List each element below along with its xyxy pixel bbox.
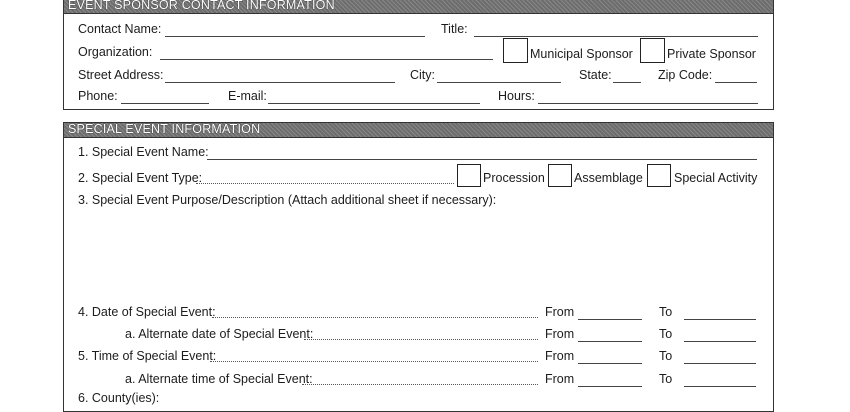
event-time-leader xyxy=(210,361,538,362)
private-sponsor-label: Private Sponsor xyxy=(667,47,756,61)
event-time-to-field[interactable] xyxy=(684,363,756,364)
event-time-label: 5. Time of Special Event: xyxy=(78,349,217,363)
contact-name-label: Contact Name: xyxy=(78,22,162,36)
phone-field[interactable] xyxy=(121,103,209,104)
event-date-to-field[interactable] xyxy=(684,319,756,320)
event-name-field[interactable] xyxy=(207,159,757,160)
event-time-from-field[interactable] xyxy=(578,363,642,364)
event-type-label: 2. Special Event Type: xyxy=(78,171,203,185)
municipal-sponsor-label: Municipal Sponsor xyxy=(530,47,633,61)
alt-time-leader xyxy=(302,384,538,385)
alt-date-from-field[interactable] xyxy=(578,341,642,342)
alt-time-from-field[interactable] xyxy=(578,386,642,387)
alt-date-to-label: To xyxy=(659,327,673,341)
private-sponsor-checkbox[interactable] xyxy=(640,38,665,63)
hours-label: Hours: xyxy=(498,89,535,103)
event-date-leader xyxy=(212,317,538,318)
alt-date-leader xyxy=(304,339,538,340)
event-date-from-label: From xyxy=(545,305,575,319)
alt-time-label: a. Alternate time of Special Event: xyxy=(125,372,313,386)
event-section-header xyxy=(63,122,774,138)
special-activity-checkbox[interactable] xyxy=(647,164,671,187)
contact-name-field[interactable] xyxy=(165,36,425,37)
state-field[interactable] xyxy=(613,82,641,83)
organization-field[interactable] xyxy=(160,59,493,60)
alt-time-to-field[interactable] xyxy=(684,386,756,387)
event-time-from-label: From xyxy=(545,349,575,363)
zip-code-field[interactable] xyxy=(715,82,757,83)
sponsor-section-header xyxy=(63,0,774,14)
municipal-sponsor-checkbox[interactable] xyxy=(503,38,528,63)
event-purpose-label: 3. Special Event Purpose/Description (Attach additional sheet if necessary): xyxy=(78,193,497,207)
procession-checkbox[interactable] xyxy=(457,164,481,187)
event-date-from-field[interactable] xyxy=(578,319,642,320)
special-activity-label: Special Activity xyxy=(674,171,758,185)
city-label: City: xyxy=(410,68,435,82)
event-purpose-area[interactable] xyxy=(78,210,758,298)
title-field[interactable] xyxy=(474,36,758,37)
street-address-label: Street Address: xyxy=(78,68,164,82)
assemblage-label: Assemblage xyxy=(574,171,643,185)
alt-time-to-label: To xyxy=(659,372,673,386)
event-time-to-label: To xyxy=(659,349,673,363)
email-label: E-mail: xyxy=(228,89,267,103)
street-address-field[interactable] xyxy=(165,82,395,83)
event-date-to-label: To xyxy=(659,305,673,319)
zip-code-label: Zip Code: xyxy=(658,68,713,82)
procession-label: Procession xyxy=(483,171,545,185)
event-type-leader xyxy=(196,183,454,184)
event-header-text: SPECIAL EVENT INFORMATION xyxy=(68,122,261,136)
state-label: State: xyxy=(579,68,612,82)
county-label: 6. County(ies): xyxy=(78,391,160,405)
organization-label: Organization: xyxy=(78,45,153,59)
email-field[interactable] xyxy=(268,103,480,104)
assemblage-checkbox[interactable] xyxy=(548,164,572,187)
hours-field[interactable] xyxy=(538,103,758,104)
alt-date-label: a. Alternate date of Special Event: xyxy=(125,327,314,341)
event-name-label: 1. Special Event Name: xyxy=(78,145,209,159)
alt-date-to-field[interactable] xyxy=(684,341,756,342)
alt-date-from-label: From xyxy=(545,327,575,341)
event-date-label: 4. Date of Special Event: xyxy=(78,305,216,319)
title-label: Title: xyxy=(441,22,468,36)
phone-label: Phone: xyxy=(78,89,118,103)
city-field[interactable] xyxy=(437,82,561,83)
alt-time-from-label: From xyxy=(545,372,575,386)
sponsor-header-text: EVENT SPONSOR CONTACT INFORMATION xyxy=(68,0,335,12)
